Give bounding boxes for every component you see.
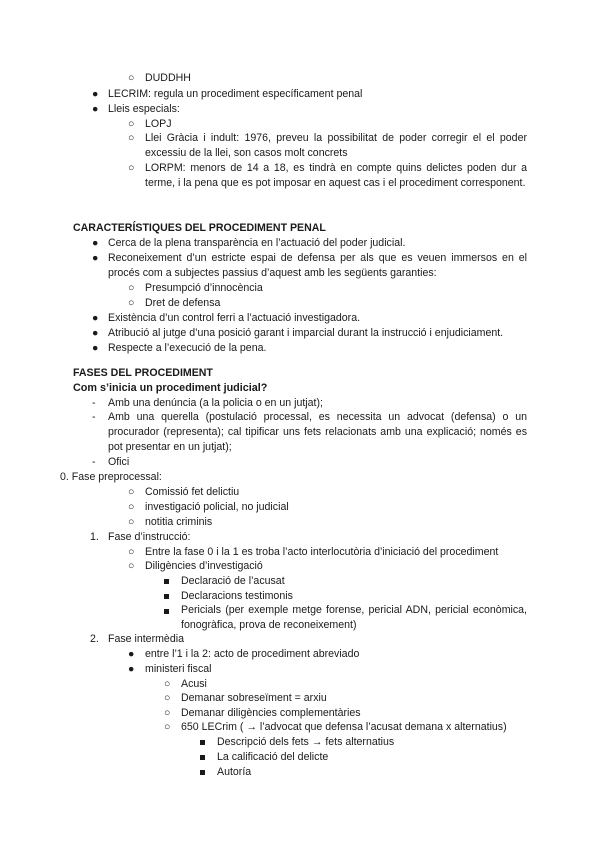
list-item-lopj: LOPJ (145, 118, 172, 130)
list-item-defensa: Reconeixement d’un estricte espai de defensa per als que es veuen immersos en el procés com a subjectes passius d’aquest amb les següents garanties: (108, 252, 527, 279)
list-item-acto-abreviado: entre l’1 i la 2: acto de procediment abreviado (145, 648, 360, 660)
list-item-gracia-indult: Llei Gràcia i indult: 1976, preveu la possibilitat de poder corregir el el poder excessiu de la llei, son casos molt concrets (145, 132, 527, 159)
list-item-sobreseiment: Demanar sobreseïment = arxiu (181, 692, 327, 704)
dash-bullet-icon: - (92, 411, 96, 423)
circle-bullet-icon: ○ (128, 282, 135, 294)
square-bullet-icon (164, 594, 169, 599)
list-item-declaracions-testimonis: Declaracions testimonis (181, 590, 293, 602)
square-bullet-icon (164, 579, 169, 584)
phase-1-number: 1. (90, 531, 99, 543)
list-item-acto-interlocutoria: Entre la fase 0 i la 1 es troba l’acto interlocutòria d’iniciació del procediment (145, 546, 499, 558)
bullet-icon: ● (92, 342, 99, 354)
phase-0-label: 0. Fase preprocessal: (60, 471, 162, 483)
square-bullet-icon (200, 740, 205, 745)
list-item-comissio: Comissió fet delictiu (145, 486, 240, 498)
list-item-execucio: Respecte a l’execució de la pena. (108, 342, 267, 354)
list-item-descripcio-fets: Descripció dels fets → fets alternatius (217, 736, 395, 748)
square-bullet-icon (164, 609, 169, 614)
square-bullet-icon (200, 755, 205, 760)
bullet-icon: ● (92, 237, 99, 249)
phase-1-label: Fase d’instrucció: (108, 531, 191, 543)
list-item-presumpcio: Presumpció d’innocència (145, 282, 263, 294)
bullet-icon: ● (92, 252, 99, 264)
list-item-declaracio-acusat: Declaració de l’acusat (181, 575, 285, 587)
circle-bullet-icon: ○ (164, 692, 171, 704)
list-item-transparencia: Cerca de la plena transparència en l’actuació del poder judicial. (108, 237, 406, 249)
list-item-lorpm: LORPM: menors de 14 a 18, es tindrà en compte quins delictes poden dur a terme, i la pena que es pot imposar en aquest cas i el procediment corresponent. (145, 162, 527, 189)
circle-bullet-icon: ○ (128, 297, 135, 309)
bullet-icon: ● (128, 648, 135, 660)
list-item-ofici: Ofici (108, 456, 130, 468)
list-item-diligencies-complementaries: Demanar diligències complementàries (181, 707, 361, 719)
subheading-inici: Com s’inicia un procediment judicial? (73, 382, 268, 394)
circle-bullet-icon: ○ (164, 678, 171, 690)
list-item-duddhh: DUDDHH (145, 72, 191, 84)
circle-bullet-icon: ○ (128, 546, 135, 558)
circle-bullet-icon: ○ (128, 560, 135, 572)
list-item-investigacio-policial: investigació policial, no judicial (145, 501, 289, 513)
section-heading-caracteristiques: CARACTERÍSTIQUES DEL PROCEDIMENT PENAL (73, 222, 326, 234)
square-bullet-icon (200, 770, 205, 775)
circle-bullet-icon: ○ (128, 132, 135, 144)
circle-bullet-icon: ○ (128, 516, 135, 528)
bullet-icon: ● (92, 103, 99, 115)
bullet-icon: ● (92, 88, 99, 100)
section-heading-fases: FASES DEL PROCEDIMENT (73, 367, 213, 379)
list-item-dret-defensa: Dret de defensa (145, 297, 221, 309)
circle-bullet-icon: ○ (128, 162, 135, 174)
bullet-icon: ● (92, 327, 99, 339)
circle-bullet-icon: ○ (164, 707, 171, 719)
list-item-acusi: Acusi (181, 678, 207, 690)
list-item-autoria: Autoría (217, 766, 252, 778)
list-item-diligencies: Diligències d’investigació (145, 560, 263, 572)
list-item-querella: Amb una querella (postulació processal, es necessita un advocat (defensa) o un procurador (representa); cal tipificar uns fets relacionats amb una explicació; només es pot presentar en un jutjat); (108, 411, 527, 453)
list-item-ministeri-fiscal: ministeri fiscal (145, 663, 212, 675)
circle-bullet-icon: ○ (164, 721, 171, 733)
phase-2-label: Fase intermèdia (108, 633, 184, 645)
list-item-jutge: Atribució al jutge d’una posició garant i imparcial durant la instrucció i enjudiciament. (108, 327, 504, 339)
circle-bullet-icon: ○ (128, 118, 135, 130)
circle-bullet-icon: ○ (128, 72, 135, 84)
list-item-lecrim: LECRIM: regula un procediment específicament penal (108, 88, 363, 100)
bullet-icon: ● (128, 663, 135, 675)
dash-bullet-icon: - (92, 397, 96, 409)
list-item-pericials: Pericials (per exemple metge forense, pericial ADN, pericial econòmica, fonogràfica, prova de reconeixement) (181, 604, 527, 631)
list-item-650-lecrim: 650 LECrim ( → l’advocat que defensa l’acusat demana x alternatius) (181, 721, 507, 733)
circle-bullet-icon: ○ (128, 486, 135, 498)
phase-2-number: 2. (90, 633, 99, 645)
list-item-denuncia: Amb una denúncia (a la policia o en un jutjat); (108, 397, 323, 409)
list-item-control: Existència d’un control ferri a l’actuació investigadora. (108, 312, 361, 324)
list-item-lleis-especials: Lleis especials: (108, 103, 180, 115)
dash-bullet-icon: - (92, 456, 96, 468)
circle-bullet-icon: ○ (128, 501, 135, 513)
list-item-calificacio: La calificació del delicte (217, 751, 329, 763)
list-item-notitia: notitia criminis (145, 516, 213, 528)
bullet-icon: ● (92, 312, 99, 324)
